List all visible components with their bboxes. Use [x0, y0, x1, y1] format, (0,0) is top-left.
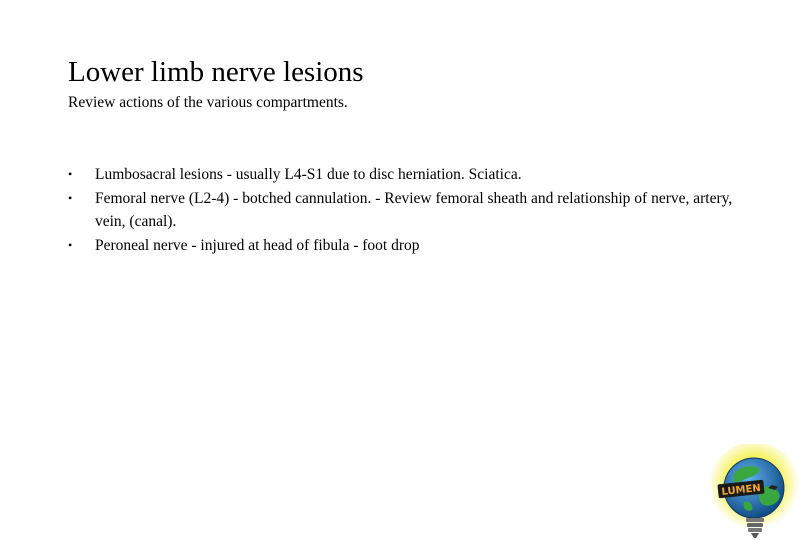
bullet-text: Lumbosacral lesions - usually L4-S1 due to disc herniation. Sciatica. — [95, 166, 522, 183]
bullet-text: Peroneal nerve - injured at head of fibula - foot drop — [95, 236, 420, 254]
bullet-item — [68, 234, 758, 258]
logo-text: LUMEN — [721, 482, 762, 499]
lumen-lightbulb-globe-icon — [708, 444, 804, 540]
bullet-marker: • — [68, 237, 73, 252]
bullet-text: Femoral nerve (L2-4) - botched cannulation. - Review femoral sheath and relationship of nerve, artery, vein, (canal). — [95, 189, 733, 230]
bullet-marker: • — [68, 167, 73, 181]
bullet-list — [68, 163, 758, 257]
slide-subtitle: Review actions of the various compartments. — [68, 94, 348, 111]
bullet-item — [68, 187, 758, 234]
slide-title: Lower limb nerve lesions — [68, 56, 364, 88]
bullet-marker: • — [68, 190, 73, 205]
bullet-item — [68, 163, 758, 187]
